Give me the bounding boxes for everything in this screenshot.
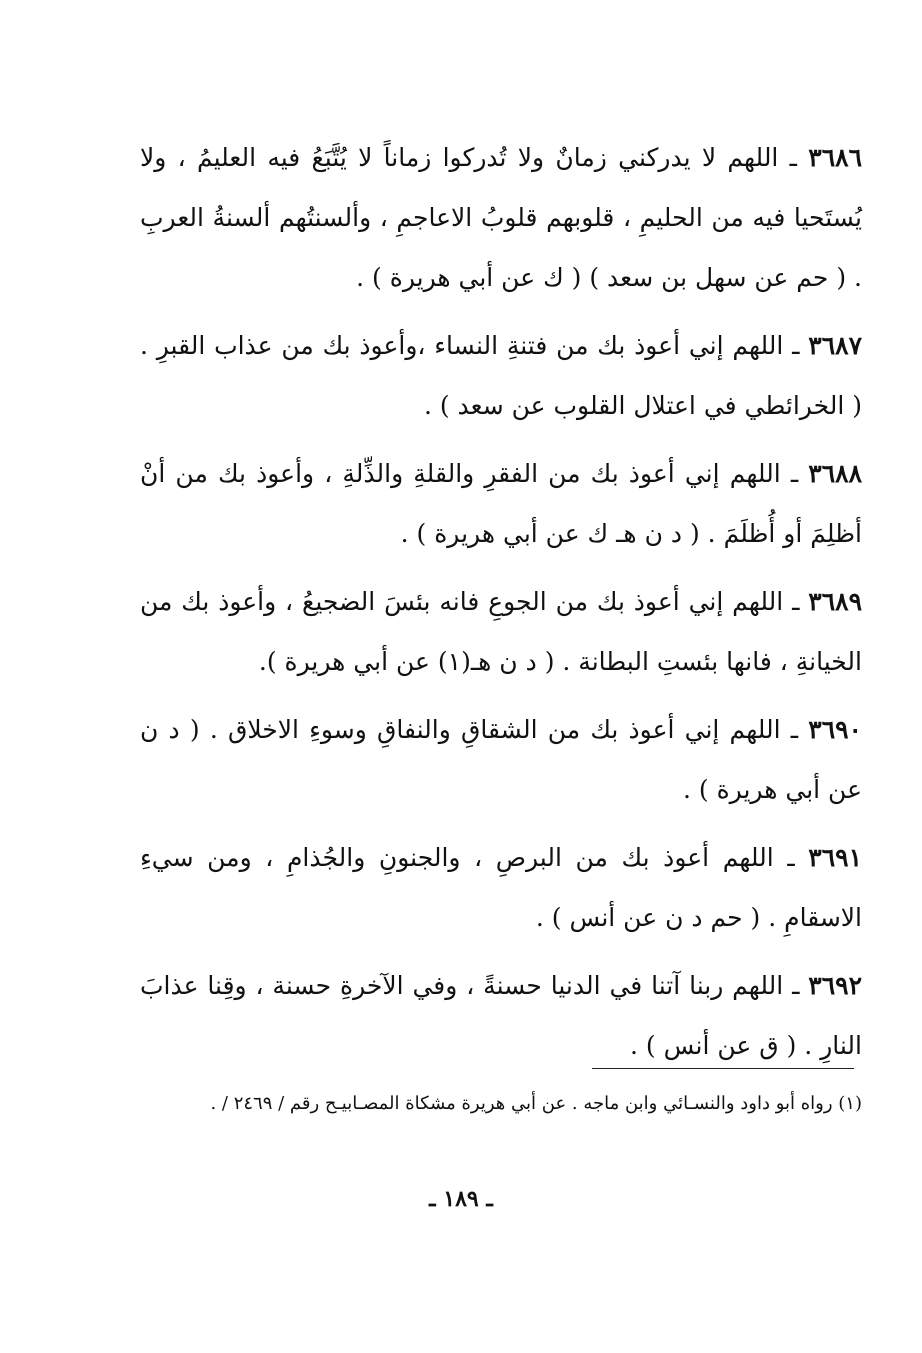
hadith-text: اللهم أعوذ بك من البرصِ ، والجنونِ والجُذامِ ، ومن سيءِ الاسقامِ . [140, 843, 862, 932]
hadith-number: ٣٦٩١ [808, 843, 863, 872]
hadith-number: ٣٦٩٠ [808, 715, 862, 744]
dash: ـ [790, 715, 799, 744]
hadith-text: اللهم إني أعوذ بك من الفقرِ والقلةِ والذِّلةِ ، وأعوذ بك من أنْ أظلِمَ أو أُظلَمَ . [140, 459, 862, 548]
dash: ـ [790, 459, 799, 488]
footnote: (١) رواه أبو داود والنسـائي وابن ماجه . عن أبي هريرة مشكاة المصـابيـح رقم / ٢٤٦٩ / . [210, 1093, 862, 1114]
hadith-source: ( حم عن سهل بن سعد ) ( ك عن أبي هريرة ) . [356, 263, 847, 292]
hadith-text: اللهم ربنا آتنا في الدنيا حسنةً ، وفي الآخرةِ حسنة ، وقِنا عذابَ النارِ . [140, 971, 862, 1060]
hadith-number: ٣٦٨٩ [808, 587, 863, 616]
hadith-entry [140, 700, 862, 820]
dash: ـ [792, 331, 800, 360]
hadith-number: ٣٦٨٨ [808, 459, 862, 488]
hadith-text: اللهم إني أعوذ بك من الجوعِ فانه بئسَ الضجيعُ ، وأعوذ بك من الخيانةِ ، فانها بئستِ البطانة . [140, 587, 862, 676]
hadith-source: ( ق عن أنس ) . [630, 1031, 797, 1060]
hadith-number: ٣٦٩٢ [808, 971, 862, 1000]
hadith-number: ٣٦٨٦ [808, 143, 862, 172]
dash: ـ [792, 587, 800, 616]
hadith-source: ( الخرائطي في اعتلال القلوب عن سعد ) . [423, 391, 862, 420]
hadith-text: اللهم لا يدركني زمانٌ ولا تُدركوا زماناً لا يُتَّبَعُ فيه العليمُ ، ولا يُستَحيا فيه من الحليمِ ، قلوبهم قلوبُ الاعاجمِ ، وألسنتُهم ألسنةُ العربِ . [140, 143, 862, 292]
hadith-list [140, 128, 862, 1084]
hadith-number: ٣٦٨٧ [808, 331, 862, 360]
hadith-entry [140, 316, 862, 436]
dash: ـ [787, 843, 795, 872]
hadith-source: ( حم د ن عن أنس ) . [535, 903, 761, 932]
dash: ـ [789, 143, 797, 172]
hadith-source: ( د ن عن أبي هريرة ) . [140, 715, 862, 804]
hadith-text: اللهم إني أعوذ بك من فتنةِ النساء ،وأعوذ بك من عذاب القبرِ . [140, 331, 784, 360]
hadith-entry [140, 444, 862, 564]
footnote-divider [592, 1068, 854, 1069]
hadith-entry [140, 828, 862, 948]
hadith-entry [140, 572, 862, 692]
hadith-text: اللهم إني أعوذ بك من الشقاقِ والنفاقِ وسوءِ الاخلاق . [209, 715, 781, 744]
page-number: ـ ١٨٩ ـ [429, 1186, 493, 1212]
dash: ـ [792, 971, 800, 1000]
hadith-entry [140, 956, 862, 1076]
hadith-source: ( د ن هـ(١) عن أبي هريرة ). [258, 647, 555, 676]
hadith-entry [140, 128, 862, 308]
hadith-source: ( د ن هـ ك عن أبي هريرة ) . [400, 519, 700, 548]
